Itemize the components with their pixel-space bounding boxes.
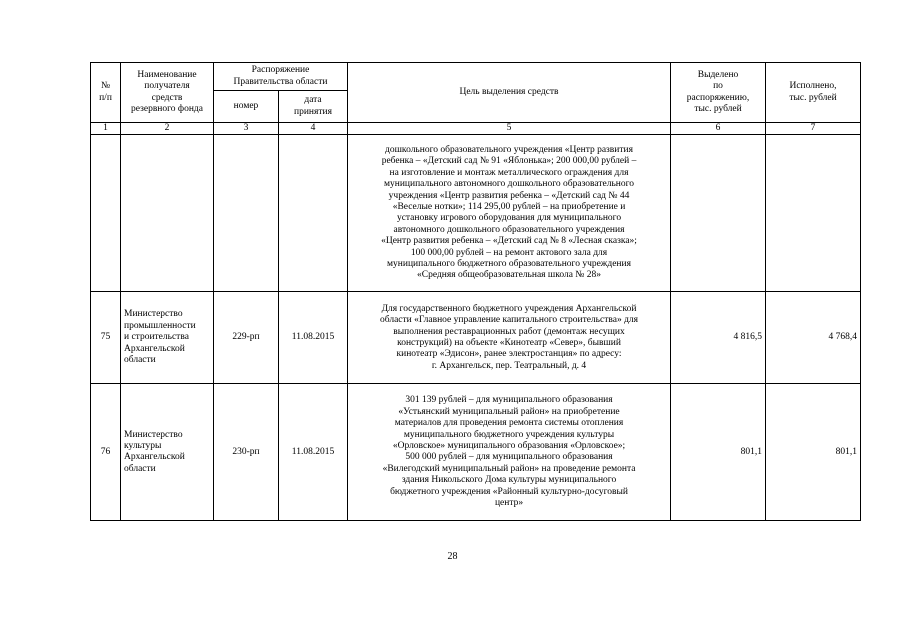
header-order-date: дата принятия	[279, 91, 348, 123]
row-allocated	[671, 135, 766, 292]
header-allocated: Выделено по распоряжению, тыс. рублей	[671, 63, 766, 123]
column-index: 4	[279, 123, 348, 135]
row-purpose: Для государственного бюджетного учреждения Архангельской области «Главное управление капитального строительства» для выполнения реставрационных работ (демонтаж несущих конструкций) на объекте «Кинотеатр «Север», бывший кинотеатр «Эдисон», ранее электростанция» по адресу: г. Архангельск, пер. Театральный, д. 4	[348, 292, 671, 384]
table-row	[91, 384, 861, 521]
header-row	[91, 63, 861, 91]
row-recipient: Министерство промышленности и строительства Архангельской области	[121, 292, 214, 384]
table-row	[91, 292, 861, 384]
column-index: 5	[348, 123, 671, 135]
column-index: 6	[671, 123, 766, 135]
column-index: 1	[91, 123, 121, 135]
row-allocated: 801,1	[671, 384, 766, 521]
column-index-row	[91, 123, 861, 135]
header-recipient: Наименование получателя средств резервного фонда	[121, 63, 214, 123]
row-order-number: 230-рп	[214, 384, 279, 521]
column-index: 7	[766, 123, 861, 135]
header-executed: Исполнено, тыс. рублей	[766, 63, 861, 123]
header-order-number: номер	[214, 91, 279, 123]
table-row-continuation	[91, 135, 861, 292]
row-num: 76	[91, 384, 121, 521]
page-number: 28	[447, 551, 458, 562]
header-num: № п/п	[91, 63, 121, 123]
row-recipient: Министерство культуры Архангельской области	[121, 384, 214, 521]
row-purpose: дошкольного образовательного учреждения «Центр развития ребенка – «Детский сад № 91 «Яблонька»; 200 000,00 рублей – на изготовление и монтаж металлического ограждения для муниципального автономного дошкольного образовательного учреждения «Центр развития ребенка – «Детский сад № 44 «Веселые нотки»; 114 295,00 рублей – на приобретение и установку игрового оборудования для муниципального автономного дошкольного образовательного учреждения «Центр развития ребенка – «Детский сад № 8 «Лесная сказка»; 100 000,00 рублей – на ремонт актового зала для муниципального бюджетного образовательного учреждения «Средняя общеобразовательная школа № 28»	[348, 135, 671, 292]
row-num: 75	[91, 292, 121, 384]
row-order-date: 11.08.2015	[279, 384, 348, 521]
row-purpose: 301 139 рублей – для муниципального образования «Устьянский муниципальный район» на приобретение материалов для проведения ремонта системы отопления муниципального бюджетного учреждения культуры «Орловское» муниципального образования «Орловское»; 500 000 рублей – для муниципального образования «Вилегодский муниципальный район» на проведение ремонта здания Никольского Дома культуры муниципального бюджетного учреждения «Районный культурно-досуговый центр»	[348, 384, 671, 521]
row-order-date	[279, 135, 348, 292]
row-allocated: 4 816,5	[671, 292, 766, 384]
row-recipient	[121, 135, 214, 292]
row-num	[91, 135, 121, 292]
row-order-number: 229-рп	[214, 292, 279, 384]
row-executed: 4 768,4	[766, 292, 861, 384]
row-order-number	[214, 135, 279, 292]
header-purpose: Цель выделения средств	[348, 63, 671, 123]
row-executed	[766, 135, 861, 292]
row-executed: 801,1	[766, 384, 861, 521]
column-index: 3	[214, 123, 279, 135]
row-order-date: 11.08.2015	[279, 292, 348, 384]
column-index: 2	[121, 123, 214, 135]
allocations-table	[90, 62, 861, 521]
header-order-group: Распоряжение Правительства области	[214, 63, 348, 91]
